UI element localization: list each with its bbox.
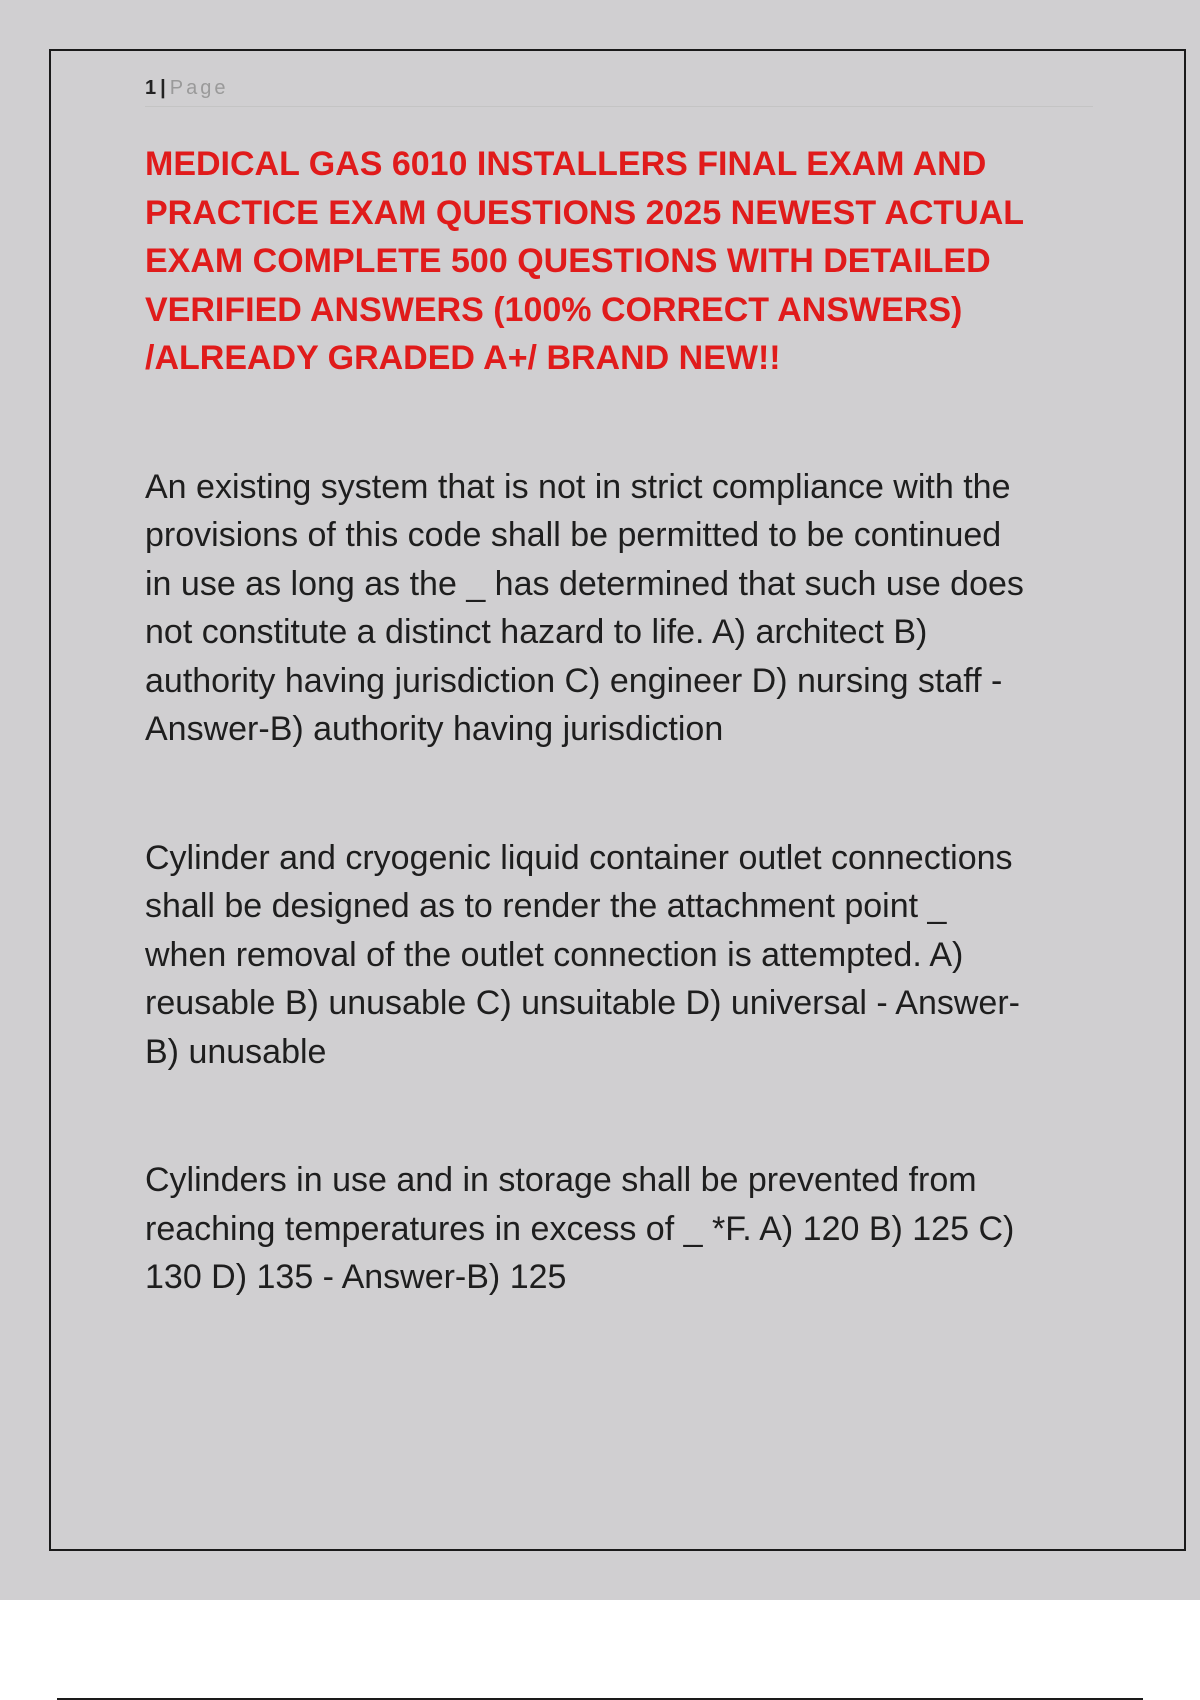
question-block-1 xyxy=(145,463,1105,754)
document-title xyxy=(145,140,1105,383)
question-line: reusable B) unusable C) unsuitable D) universal - Answer- xyxy=(145,984,1020,1022)
question-block-3 xyxy=(145,1156,1105,1302)
question-line: when removal of the outlet connection is attempted. A) xyxy=(145,935,964,974)
question-line: reaching temperatures in excess of _ *F. A) 120 B) 125 C) xyxy=(145,1209,1015,1248)
question-line: shall be designed as to render the attachment point _ xyxy=(145,887,947,925)
page-number: 1 xyxy=(145,77,157,99)
answer-line: B) unusable xyxy=(145,1032,327,1071)
question-block-2 xyxy=(145,834,1105,1077)
title-line: VERIFIED ANSWERS (100% CORRECT ANSWERS) xyxy=(145,290,963,329)
question-line: An existing system that is not in strict compliance with the xyxy=(145,467,1011,506)
title-line: PRACTICE EXAM QUESTIONS 2025 NEWEST ACTUAL xyxy=(145,193,1025,232)
document-content xyxy=(145,140,1105,1302)
answer-line: 130 D) 135 - Answer-B) 125 xyxy=(145,1258,567,1296)
answer-line: Answer-B) authority having jurisdiction xyxy=(145,710,724,748)
question-line: not constitute a distinct hazard to life. A) architect B) xyxy=(145,613,928,651)
question-line: provisions of this code shall be permitted to be continued xyxy=(145,516,1002,554)
page-separator: | xyxy=(160,77,166,99)
question-line: in use as long as the _ has determined that such use does xyxy=(145,564,1024,603)
question-line: Cylinders in use and in storage shall be prevented from xyxy=(145,1161,977,1199)
title-line: MEDICAL GAS 6010 INSTALLERS FINAL EXAM AND xyxy=(145,145,987,183)
question-line: Cylinder and cryogenic liquid container outlet connections xyxy=(145,838,1013,877)
page-label: Page xyxy=(169,77,229,99)
title-line: EXAM COMPLETE 500 QUESTIONS WITH DETAILED xyxy=(145,242,991,280)
page-header xyxy=(145,74,1093,107)
question-line: authority having jurisdiction C) engineer D) nursing staff - xyxy=(145,661,1003,700)
title-line: /ALREADY GRADED A+/ BRAND NEW!! xyxy=(145,339,781,377)
